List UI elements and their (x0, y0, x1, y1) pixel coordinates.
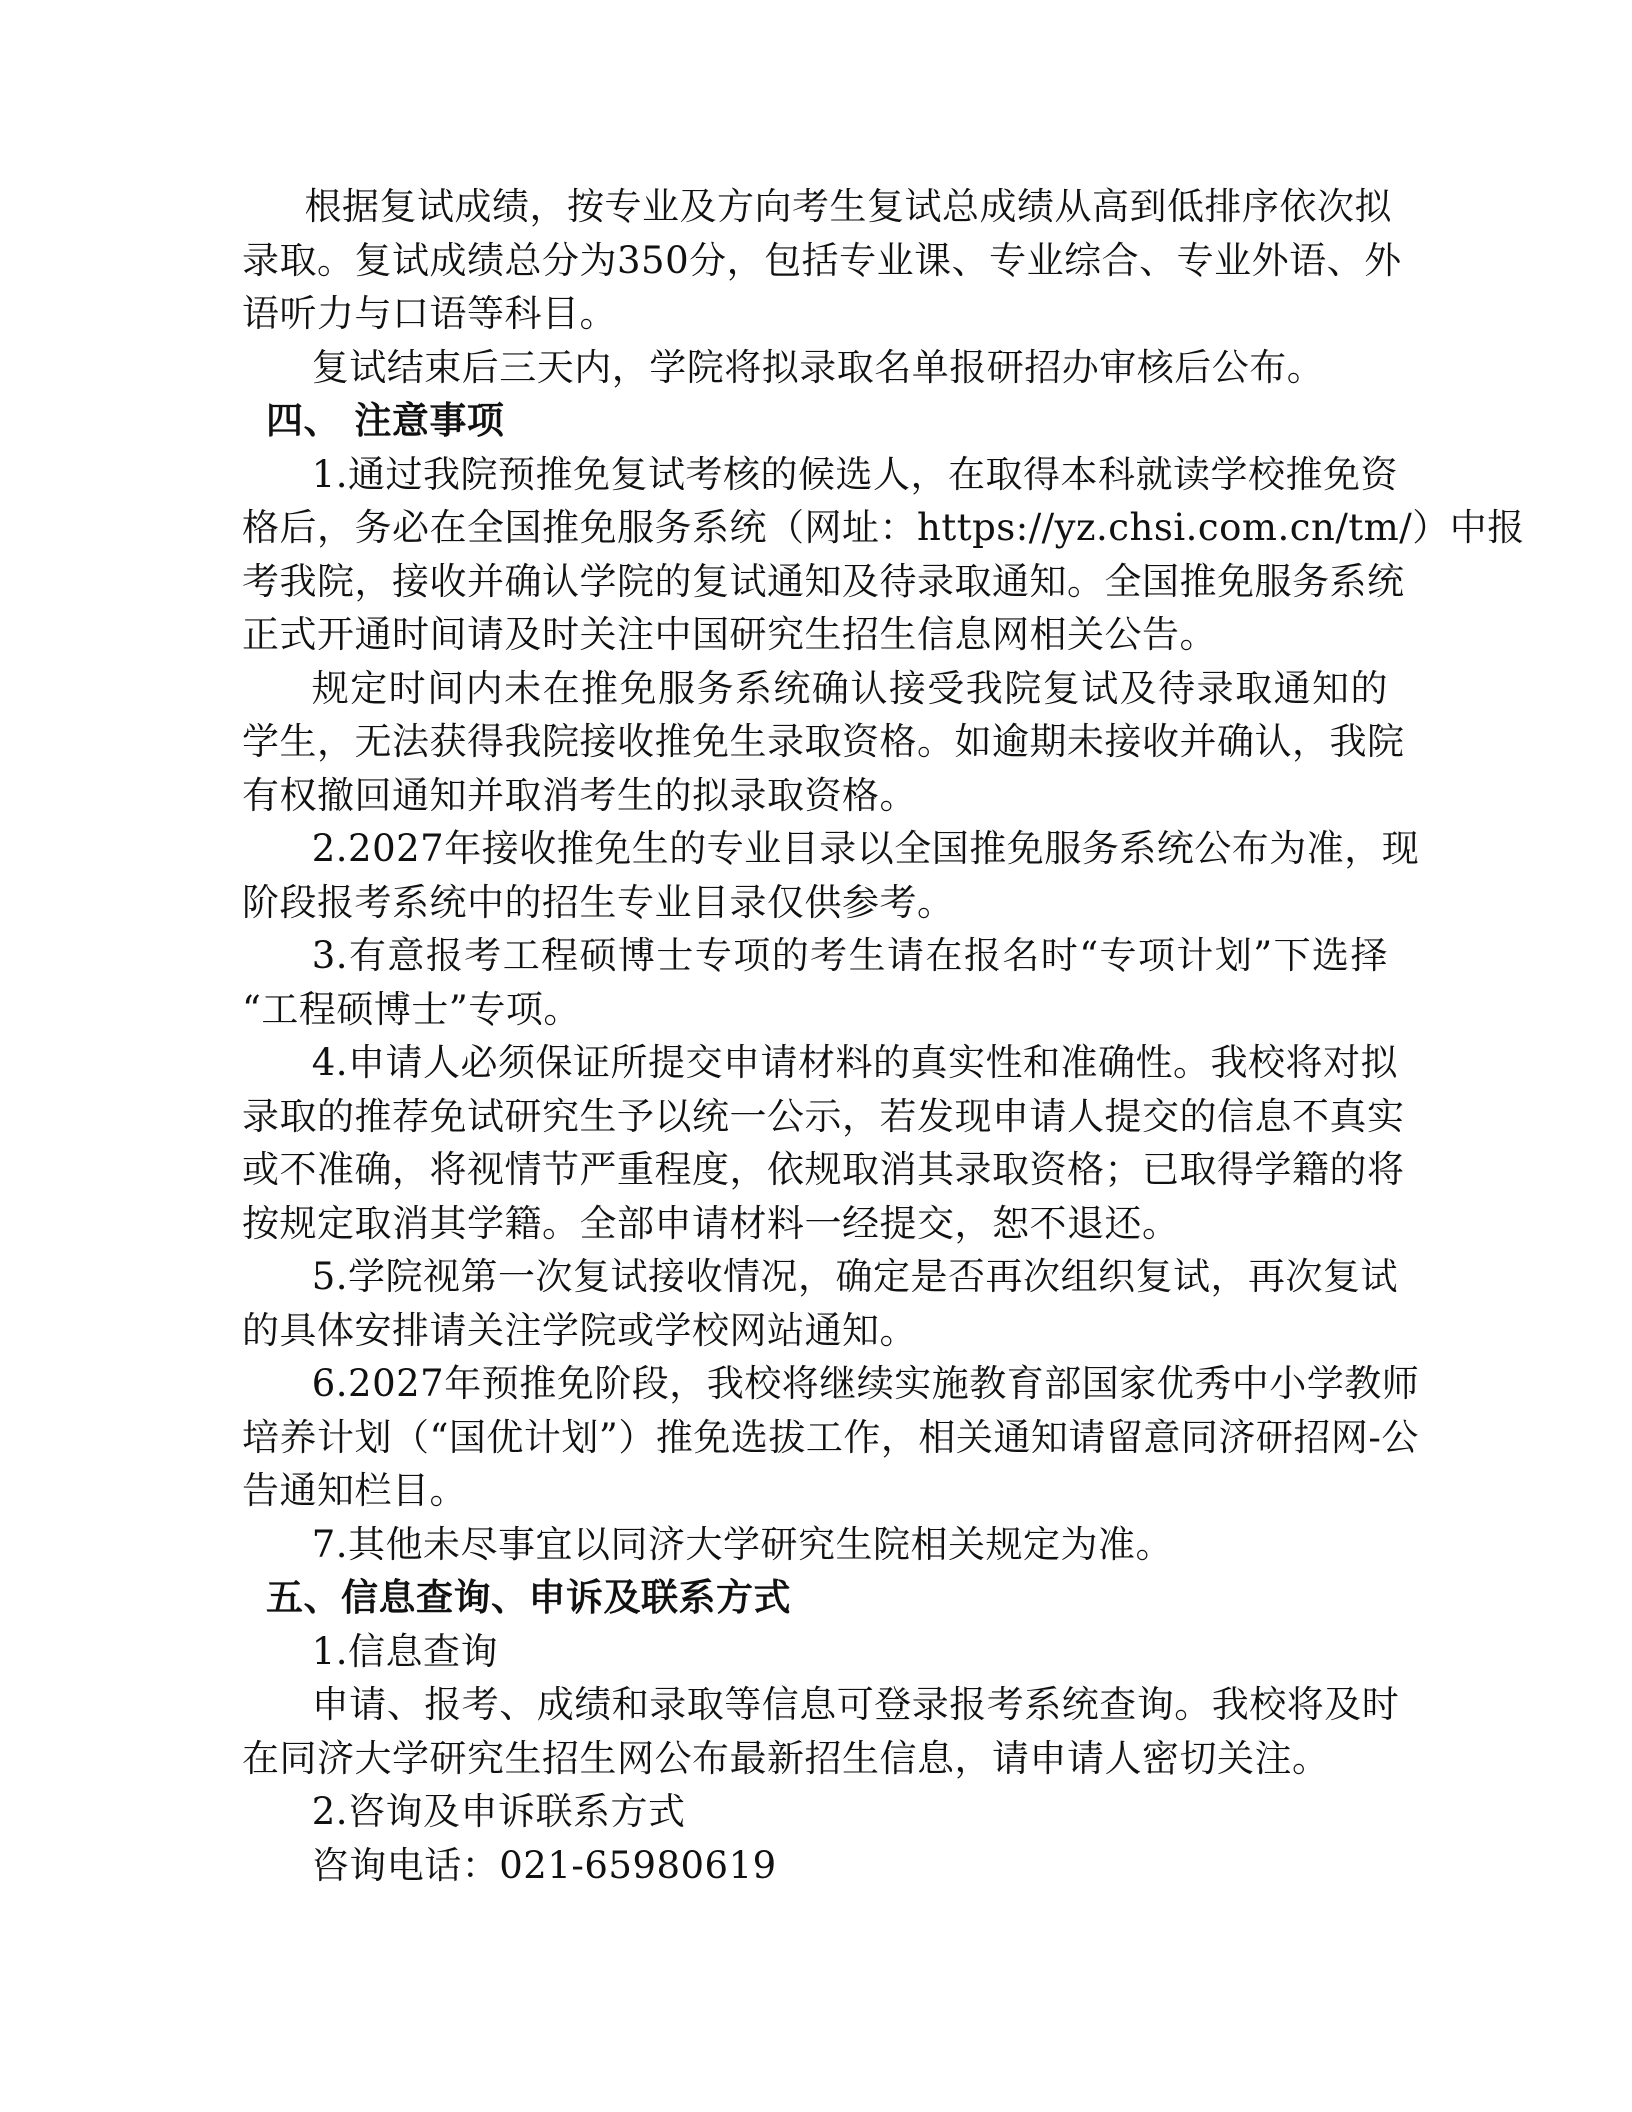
text-line: 2.咨询及申诉联系方式 (311, 1790, 686, 1833)
section-heading: 五、信息查询、申诉及联系方式 (266, 1575, 792, 1619)
text-line: 1.通过我院预推免复试考核的候选人，在取得本科就读学校推免资 (311, 452, 1399, 496)
text-line: 1.信息查询 (311, 1629, 499, 1673)
text-line: 6.2027年预推免阶段，我校将继续实施教育部国家优秀中小学教师 (311, 1362, 1420, 1405)
text-line: 4.申请人必须保证所提交申请材料的真实性和准确性。我校将对拟 (311, 1041, 1399, 1084)
text-line: 的具体安排请关注学院或学校网站通知。 (242, 1308, 917, 1352)
text-line: 按规定取消其学籍。全部申请材料一经提交，恕不退还。 (242, 1201, 1180, 1245)
text-line: 语听力与口语等科目。 (242, 292, 617, 335)
text-line: 学生，无法获得我院接收推免生录取资格。如逾期未接收并确认，我院 (242, 720, 1405, 763)
text-line: 阶段报考系统中的招生专业目录仅供参考。 (242, 880, 955, 924)
text-line: 复试结束后三天内，学院将拟录取名单报研招办审核后公布。 (311, 345, 1325, 389)
text-line: 3.有意报考工程硕博士专项的考生请在报名时“专项计划”下选择 (311, 934, 1388, 977)
text-line: 录取。复试成绩总分为350分，包括专业课、专业综合、专业外语、外 (242, 238, 1402, 282)
text-line: 告通知栏目。 (242, 1469, 467, 1512)
text-line: 有权撤回通知并取消考生的拟录取资格。 (242, 773, 917, 817)
text-line: 或不准确，将视情节严重程度，依规取消其录取资格；已取得学籍的将 (242, 1148, 1405, 1191)
text-line: 申请、报考、成绩和录取等信息可登录报考系统查询。我校将及时 (311, 1683, 1400, 1726)
text-line: 5.学院视第一次复试接收情况，确定是否再次组织复试，再次复试 (311, 1255, 1399, 1298)
text-line: 根据复试成绩，按专业及方向考生复试总成绩从高到低排序依次拟 (304, 185, 1393, 228)
text-line: 考我院，接收并确认学院的复试通知及待录取通知。全国推免服务系统 (242, 559, 1405, 603)
text-line: “工程硕博士”专项。 (242, 987, 581, 1031)
text-line: 录取的推荐免试研究生予以统一公示，若发现申请人提交的信息不真实 (242, 1094, 1405, 1138)
text-line: 规定时间内未在推免服务系统确认接受我院复试及待录取通知的 (311, 666, 1388, 710)
text-line: 咨询电话：021-65980619 (311, 1843, 777, 1887)
section-heading: 四、 注意事项 (266, 398, 505, 442)
text-line: 格后，务必在全国推免服务系统（网址：https://yz.chsi.com.cn/tm/）中报 (242, 506, 1525, 549)
text-line: 在同济大学研究生招生网公布最新招生信息，请申请人密切关注。 (242, 1736, 1330, 1780)
text-line: 正式开通时间请及时关注中国研究生招生信息网相关公告。 (242, 613, 1217, 656)
text-line: 2.2027年接收推免生的专业目录以全国推免服务系统公布为准，现 (311, 827, 1420, 870)
text-line: 培养计划（“国优计划”）推免选拔工作，相关通知请留意同济研招网-公 (242, 1415, 1419, 1459)
document-page (242, 180, 1525, 1892)
text-line: 7.其他未尽事宜以同济大学研究生院相关规定为准。 (311, 1522, 1174, 1566)
